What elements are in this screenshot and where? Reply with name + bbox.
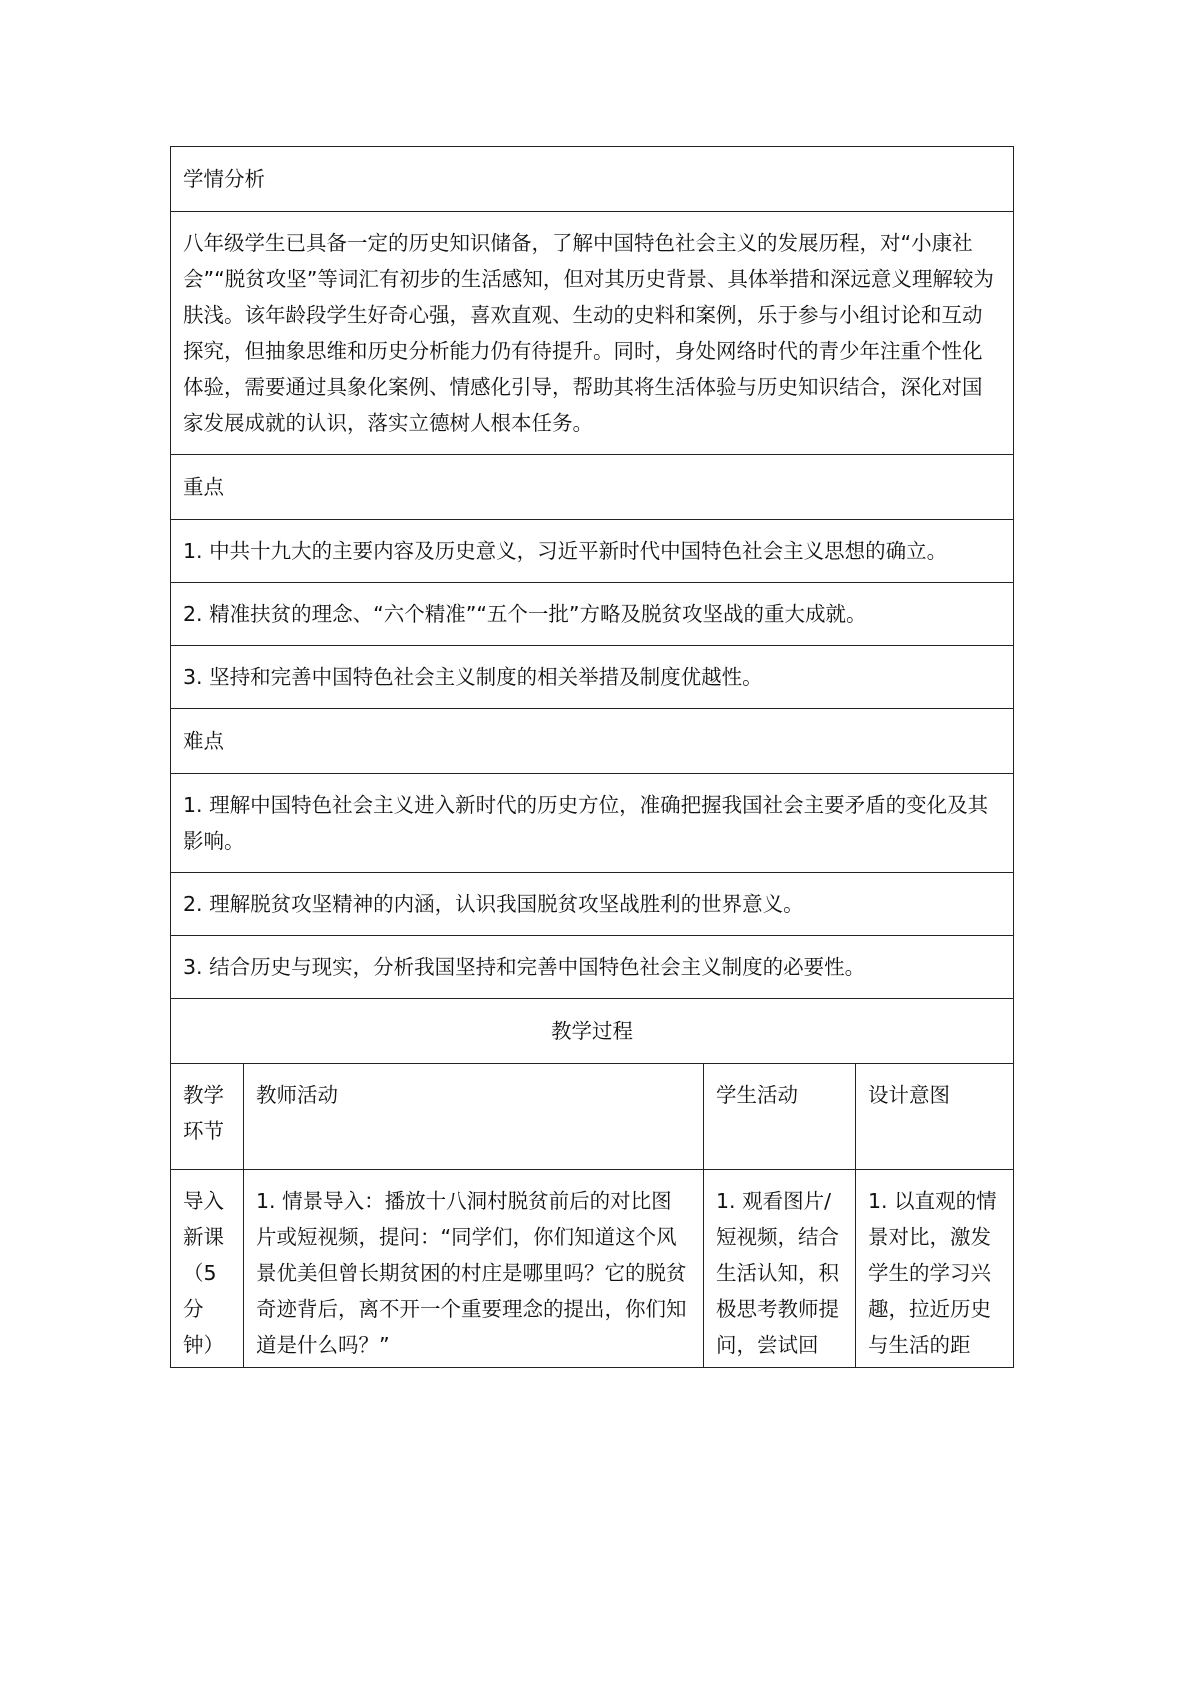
difficulty-1: 1. 理解中国特色社会主义进入新时代的历史方位，准确把握我国社会主要矛盾的变化及其影响。 <box>171 774 1014 873</box>
header-teacher-activity: 教师活动 <box>244 1064 704 1170</box>
key-points-title-row <box>171 455 1014 520</box>
student-activity-cell: 1. 观看图片/短视频，结合生活认知，积极思考教师提问，尝试回 <box>704 1170 856 1368</box>
key-point-row <box>171 583 1014 646</box>
key-points-title: 重点 <box>171 455 1014 520</box>
teaching-process-title: 教学过程 <box>171 999 1014 1064</box>
key-point-row <box>171 646 1014 709</box>
difficulty-row <box>171 774 1014 873</box>
student-analysis-title: 学情分析 <box>171 147 1014 212</box>
student-analysis-body-row <box>171 212 1014 455</box>
difficulty-row <box>171 936 1014 999</box>
difficulties-title: 难点 <box>171 709 1014 774</box>
teacher-activity-cell: 1. 情景导入：播放十八洞村脱贫前后的对比图片或短视频，提问：“同学们，你们知道这个风景优美但曾长期贫困的村庄是哪里吗？它的脱贫奇迹背后，离不开一个重要理念的提出，你们知道是什么吗？” <box>244 1170 704 1368</box>
key-point-1: 1. 中共十九大的主要内容及历史意义，习近平新时代中国特色社会主义思想的确立。 <box>171 520 1014 583</box>
header-student-activity: 学生活动 <box>704 1064 856 1170</box>
difficulty-row <box>171 873 1014 936</box>
student-analysis-title-row <box>171 147 1014 212</box>
teaching-process-row <box>171 1170 1014 1368</box>
difficulties-title-row <box>171 709 1014 774</box>
stage-cell: 导入新课（5分钟） <box>171 1170 244 1368</box>
key-point-2: 2. 精准扶贫的理念、“六个精准”“五个一批”方略及脱贫攻坚战的重大成就。 <box>171 583 1014 646</box>
teaching-process-title-row <box>171 999 1014 1064</box>
key-point-3: 3. 坚持和完善中国特色社会主义制度的相关举措及制度优越性。 <box>171 646 1014 709</box>
difficulty-3: 3. 结合历史与现实，分析我国坚持和完善中国特色社会主义制度的必要性。 <box>171 936 1014 999</box>
lesson-plan-table <box>170 146 1014 1368</box>
design-intent-cell: 1. 以直观的情景对比，激发学生的学习兴趣，拉近历史与生活的距 <box>856 1170 1014 1368</box>
difficulty-2: 2. 理解脱贫攻坚精神的内涵，认识我国脱贫攻坚战胜利的世界意义。 <box>171 873 1014 936</box>
header-stage: 教学环节 <box>171 1064 244 1170</box>
header-design-intent: 设计意图 <box>856 1064 1014 1170</box>
student-analysis-body: 八年级学生已具备一定的历史知识储备，了解中国特色社会主义的发展历程，对“小康社会”“脱贫攻坚”等词汇有初步的生活感知，但对其历史背景、具体举措和深远意义理解较为肤浅。该年龄段学生好奇心强，喜欢直观、生动的史料和案例，乐于参与小组讨论和互动探究，但抽象思维和历史分析能力仍有待提升。同时，身处网络时代的青少年注重个性化体验，需要通过具象化案例、情感化引导，帮助其将生活体验与历史知识结合，深化对国家发展成就的认识，落实立德树人根本任务。 <box>171 212 1014 455</box>
teaching-process-header-row <box>171 1064 1014 1170</box>
key-point-row <box>171 520 1014 583</box>
